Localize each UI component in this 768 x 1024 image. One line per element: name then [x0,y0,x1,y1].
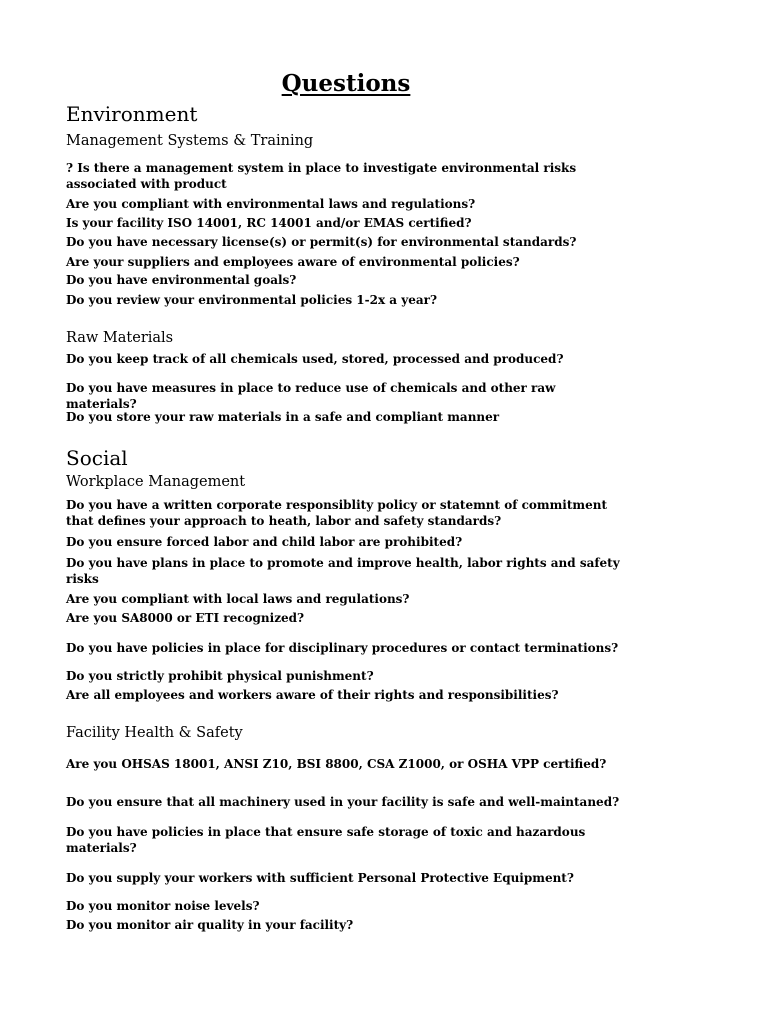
page-title: Questions [281,70,411,97]
subsection-heading-management-systems: Management Systems & Training [66,133,314,149]
question-item: Are you OHSAS 18001, ANSI Z10, BSI 8800, CSA Z1000, or OSHA VPP certified? [66,757,607,771]
question-item: Do you have environmental goals? [66,273,297,287]
subsection-heading-raw-materials: Raw Materials [66,330,174,346]
subsection-heading-workplace-management: Workplace Management [66,474,246,490]
subsection-heading-facility-health-safety: Facility Health & Safety [66,725,243,741]
section-heading-environment: Environment [66,102,198,126]
question-item: Are your suppliers and employees aware of environmental policies? [66,255,520,269]
question-item: Do you monitor noise levels? [66,899,260,913]
question-item: ? Is there a management system in place to investigate environmental risks associated with product [66,161,577,191]
question-item: Do you review your environmental policies 1-2x a year? [66,293,437,307]
question-item: Do you monitor air quality in your facility? [66,918,354,932]
question-item: Do you ensure forced labor and child labor are prohibited? [66,535,463,549]
question-item: Are you compliant with local laws and regulations? [66,592,410,606]
question-item: Do you have policies in place for disciplinary procedures or contact terminations? [66,641,619,655]
question-item: Do you have plans in place to promote and improve health, labor rights and safety risks [66,556,620,586]
question-item: Are you SA8000 or ETI recognized? [66,611,305,625]
section-heading-social: Social [66,446,128,470]
question-item: Do you keep track of all chemicals used, stored, processed and produced? [66,352,564,366]
question-item: Is your facility ISO 14001, RC 14001 and/or EMAS certified? [66,216,472,230]
question-item: Do you have necessary license(s) or permit(s) for environmental standards? [66,235,577,249]
question-item: Do you have a written corporate responsiblity policy or statemnt of commitment that defines your approach to heath, labor and safety standards? [66,498,607,528]
question-item: Do you have policies in place that ensure safe storage of toxic and hazardous materials? [66,825,586,855]
question-item: Do you strictly prohibit physical punishment? [66,669,374,683]
question-item: Are all employees and workers aware of their rights and responsibilities? [66,688,559,702]
question-item: Do you have measures in place to reduce use of chemicals and other raw materials? [66,381,556,411]
question-item: Are you compliant with environmental laws and regulations? [66,197,476,211]
question-item: Do you store your raw materials in a safe and compliant manner [66,410,500,424]
question-item: Do you ensure that all machinery used in your facility is safe and well-maintaned? [66,795,620,809]
question-item: Do you supply your workers with sufficient Personal Protective Equipment? [66,871,574,885]
